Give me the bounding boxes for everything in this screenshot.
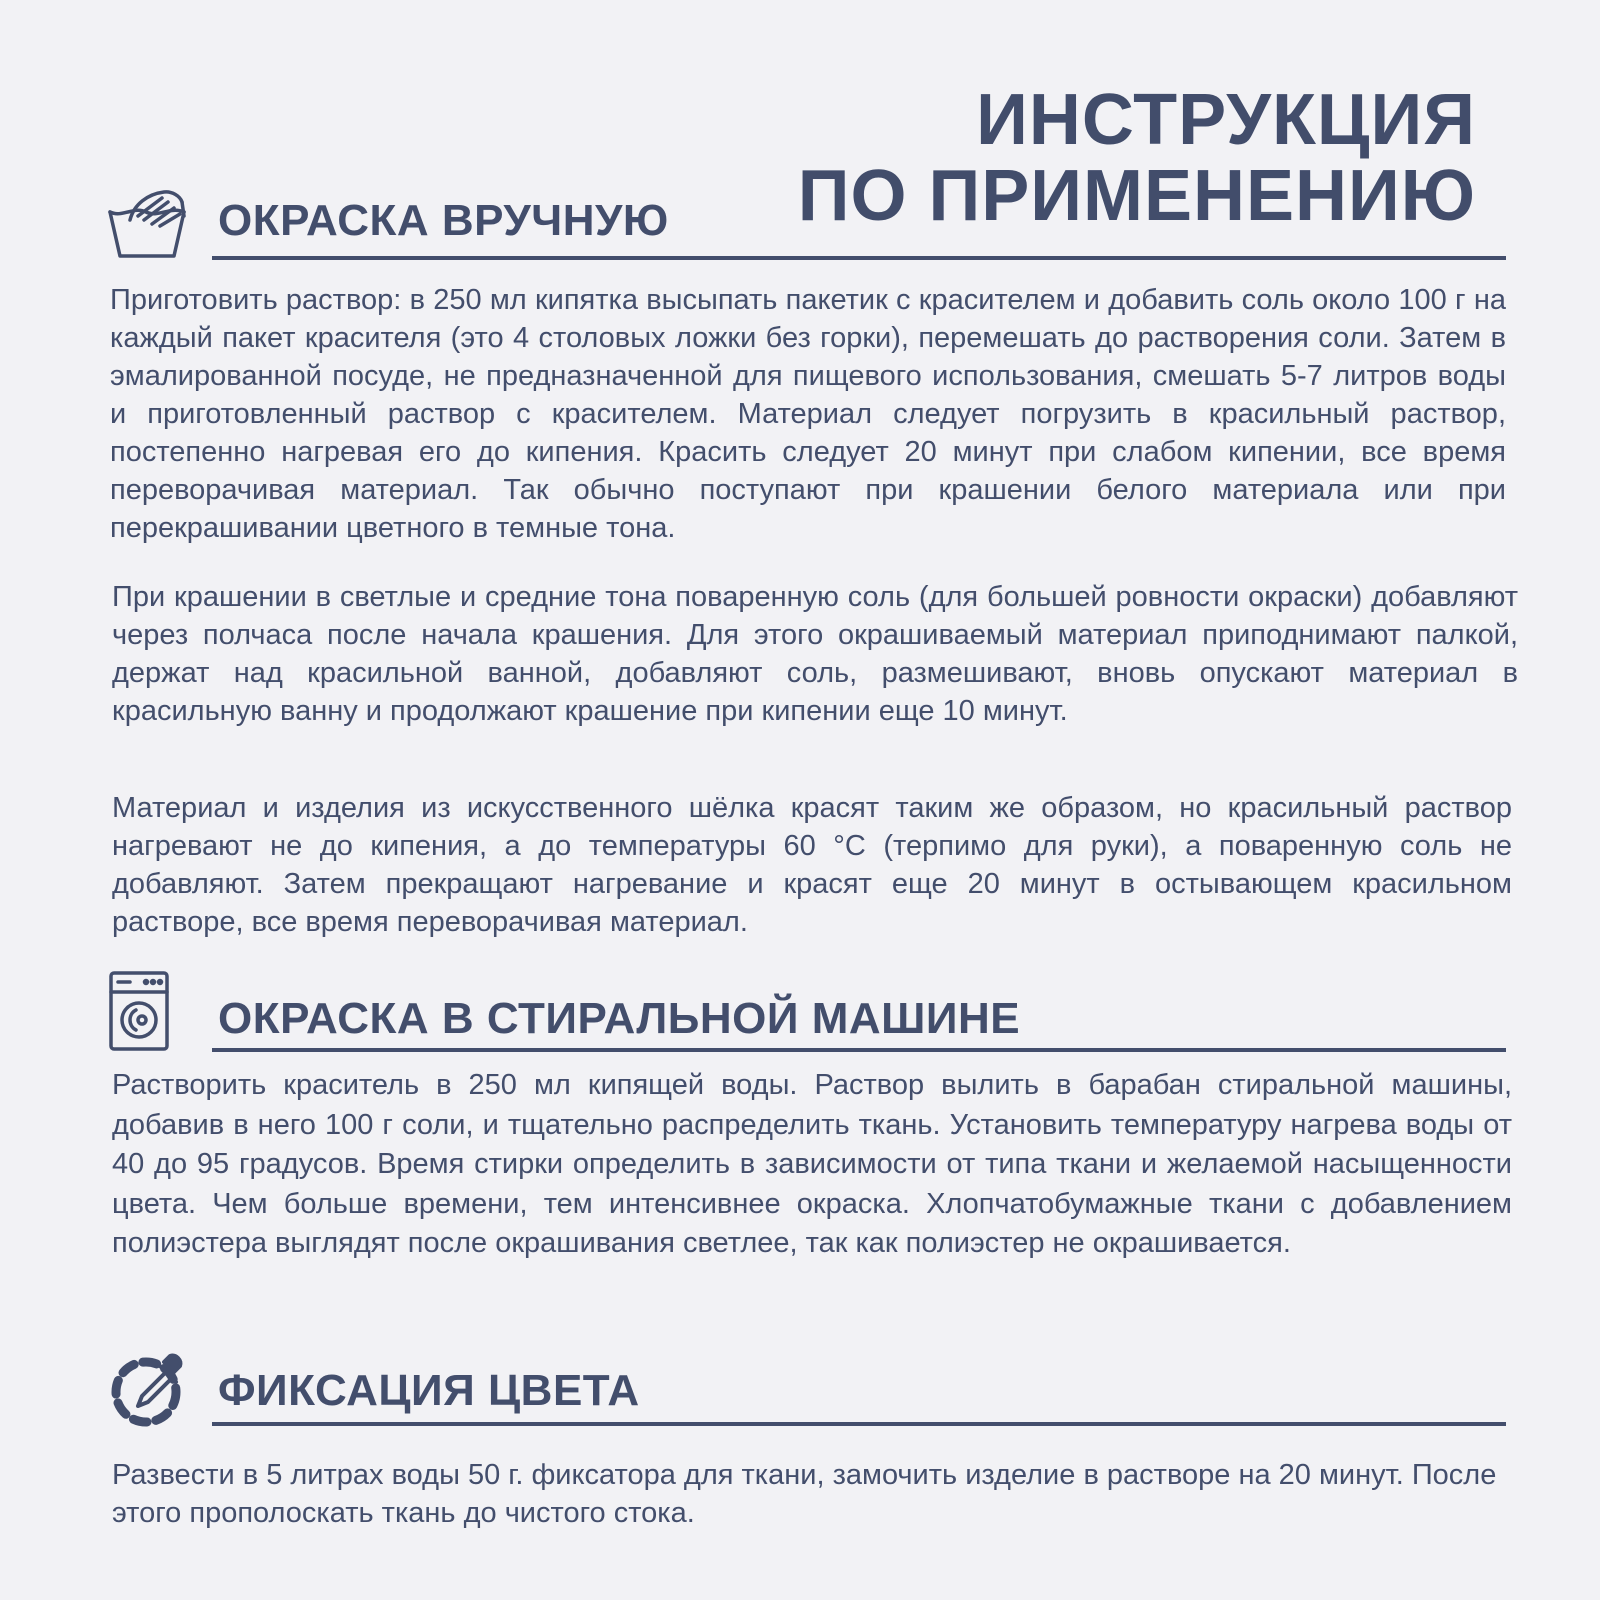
section-heading-machine: ОКРАСКА В СТИРАЛЬНОЙ МАШИНЕ <box>218 994 1021 1043</box>
paragraph-hand-2: При крашении в светлые и средние тона поваренную соль (для большей ровности окраски) добавляют через полчаса после начала крашения. Для этого окрашиваемый материал приподнимают палкой, держат над красильной ванной, добавляют соль, размешивают, вновь опускают материал в красильную ванну и продолжают крашение при кипении еще 10 минут. <box>112 581 1518 727</box>
page-title-line-1: ИНСТРУКЦИЯ <box>976 80 1476 160</box>
washing-machine-icon <box>108 970 170 1052</box>
section-rule <box>212 1422 1506 1426</box>
section-heading-hand: ОКРАСКА ВРУЧНУЮ <box>218 196 669 245</box>
page-title-line-2: ПО ПРИМЕНЕНИЮ <box>797 156 1476 236</box>
section-rule <box>212 1048 1506 1052</box>
hand-wash-icon <box>108 186 188 262</box>
paragraph-hand-1: Приготовить раствор: в 250 мл кипятка высыпать пакетик с красителем и добавить соль около 100 г на каждый пакет красителя (это 4 столовых ложки без горки), перемешать до растворения соли. Затем в эмалированной посуде, не предназначенной для пищевого использования, смешать 5-7 литров воды и приготовленный раствор с красителем. Материал следует погрузить в красильный раствор, постепенно нагревая его до кипения. Красить следует 20 минут при слабом кипении, все время переворачивая материал. Так обычно поступают при крашении белого материала или при перекрашивании цветного в темные тона. <box>110 284 1506 544</box>
section-fix-header <box>108 1350 1506 1430</box>
section-machine-header <box>108 966 1506 1052</box>
section-rule <box>212 256 1506 260</box>
section-heading-fix: ФИКСАЦИЯ ЦВЕТА <box>218 1366 640 1415</box>
section-hand-dyeing-header <box>108 182 1506 262</box>
color-fix-dropper-icon <box>108 1350 188 1430</box>
paragraph-fix-1: Развести в 5 литрах воды 50 г. фиксатора для ткани, замочить изделие в растворе на 20 минут. После этого прополоскать ткань до чистого стока. <box>112 1459 1497 1529</box>
paragraph-hand-3: Материал и изделия из искусственного шёлка красят таким же образом, но красильный раствор нагревают не до кипения, а до температуры 60 °С (терпимо для руки), а поваренную соль не добавляют. Затем прекращают нагревание и красят еще 20 минут в остывающем красильном растворе, все время переворачивая материал. <box>112 792 1512 938</box>
paragraph-machine-1: Растворить краситель в 250 мл кипящей воды. Раствор вылить в барабан стиральной машины, добавив в него 100 г соли, и тщательно распределить ткань. Установить температуру нагрева воды от 40 до 95 градусов. Время стирки определить в зависимости от типа ткани и желаемой насыщенности цвета. Чем больше времени, тем интенсивнее окраска. Хлопчатобумажные ткани с добавлением полиэстера выглядят после окрашивания светлее, так как полиэстер не окрашивается. <box>112 1069 1512 1260</box>
